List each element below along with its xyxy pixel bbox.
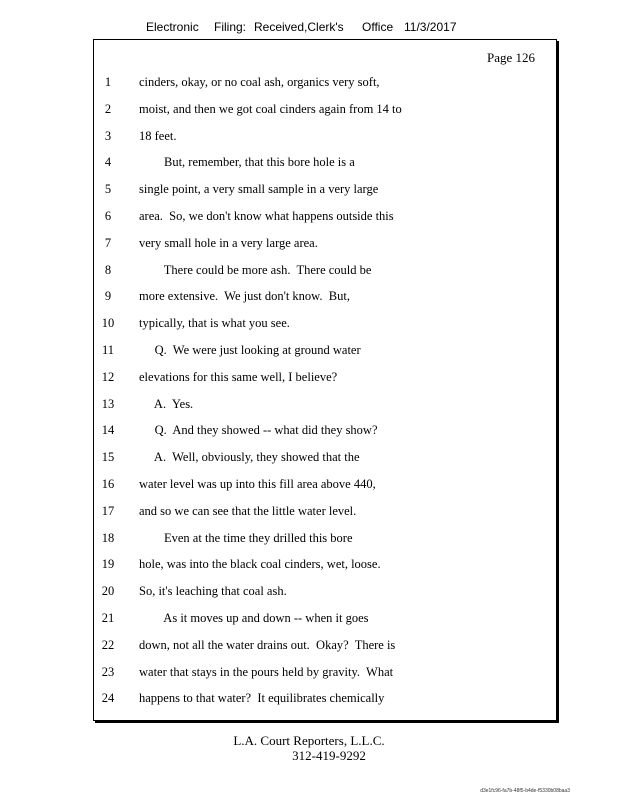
line-text: A. Well, obviously, they showed that the bbox=[139, 450, 360, 465]
footer-phone: 312-419-9292 bbox=[292, 748, 366, 763]
footer-company: L.A. Court Reporters, L.L.C. bbox=[233, 733, 385, 748]
line-text: typically, that is what you see. bbox=[139, 316, 290, 331]
line-number: 4 bbox=[104, 155, 112, 170]
transcript-line bbox=[0, 313, 618, 333]
filing-received: Received,Clerk's bbox=[254, 20, 344, 34]
transcript-line bbox=[0, 72, 618, 92]
line-text: very small hole in a very large area. bbox=[139, 235, 318, 250]
line-text: water that stays in the pours held by gravity. What bbox=[139, 664, 394, 679]
transcript-line bbox=[0, 554, 618, 574]
transcript-line bbox=[0, 260, 618, 280]
line-number: 9 bbox=[104, 289, 112, 304]
line-number: 7 bbox=[104, 235, 112, 250]
line-number: 14 bbox=[101, 423, 115, 438]
transcript-line bbox=[0, 688, 618, 708]
filing-label: Filing: bbox=[214, 20, 247, 34]
line-text: down, not all the water drains out. Okay? There is bbox=[139, 637, 396, 652]
filing-date: 11/3/2017 bbox=[404, 20, 457, 34]
line-number: 3 bbox=[104, 128, 112, 143]
line-number: 12 bbox=[101, 369, 115, 384]
transcript-line bbox=[0, 233, 618, 253]
line-number: 8 bbox=[104, 262, 112, 277]
transcript-line bbox=[0, 394, 618, 414]
line-text: and so we can see that the little water level. bbox=[139, 503, 357, 518]
line-number: 16 bbox=[101, 477, 115, 491]
filing-office: Office bbox=[362, 20, 394, 34]
line-number: 21 bbox=[101, 611, 115, 625]
line-text: So, it's leaching that coal ash. bbox=[139, 584, 287, 599]
transcript-line bbox=[0, 179, 618, 199]
line-number: 17 bbox=[101, 503, 115, 518]
transcript-line bbox=[0, 635, 618, 655]
line-text: Even at the time they drilled this bore bbox=[139, 530, 353, 545]
line-text: hole, was into the black coal cinders, wet, loose. bbox=[139, 557, 381, 572]
line-text: area. So, we don't know what happens outside this bbox=[139, 209, 394, 223]
transcript-line bbox=[0, 474, 618, 494]
line-text: 18 feet. bbox=[139, 128, 177, 143]
document-hash: d3e1fc96-fa7b-48f5-b4de-f5330b08baa3 bbox=[480, 788, 570, 794]
line-number: 5 bbox=[104, 182, 112, 197]
line-number: 10 bbox=[101, 316, 115, 331]
line-number: 19 bbox=[101, 557, 115, 572]
transcript-line bbox=[0, 126, 618, 146]
line-number: 22 bbox=[101, 637, 115, 652]
line-text: There could be more ash. There could be bbox=[139, 262, 372, 277]
line-number: 13 bbox=[101, 396, 115, 411]
line-text: A. Yes. bbox=[139, 396, 194, 411]
line-number: 20 bbox=[101, 584, 115, 599]
line-text: moist, and then we got coal cinders again from 14 to bbox=[139, 101, 402, 116]
transcript-line bbox=[0, 286, 618, 306]
transcript-line bbox=[0, 501, 618, 521]
line-text: water level was up into this fill area above 440, bbox=[139, 477, 376, 491]
transcript-line bbox=[0, 447, 618, 467]
line-text: happens to that water? It equilibrates chemically bbox=[139, 691, 385, 706]
line-text: But, remember, that this bore hole is a bbox=[139, 155, 355, 170]
filing-electronic: Electronic bbox=[146, 20, 199, 34]
transcript-line bbox=[0, 581, 618, 601]
line-number: 23 bbox=[101, 664, 115, 679]
line-text: Q. And they showed -- what did they show? bbox=[139, 423, 378, 438]
line-text: elevations for this same well, I believe? bbox=[139, 369, 338, 384]
transcript-line bbox=[0, 340, 618, 360]
transcript-line bbox=[0, 608, 618, 628]
transcript-line bbox=[0, 420, 618, 440]
transcript-line bbox=[0, 206, 618, 226]
line-text: more extensive. We just don't know. But, bbox=[139, 289, 350, 304]
transcript-line bbox=[0, 99, 618, 119]
page-number: Page 126 bbox=[486, 50, 535, 65]
line-number: 1 bbox=[104, 75, 112, 89]
transcript-line bbox=[0, 367, 618, 387]
line-number: 6 bbox=[104, 209, 112, 223]
line-number: 2 bbox=[104, 101, 112, 116]
line-number: 15 bbox=[101, 450, 115, 465]
line-text: Q. We were just looking at ground water bbox=[139, 343, 361, 357]
footer bbox=[0, 733, 618, 763]
transcript-line bbox=[0, 528, 618, 548]
line-text: As it moves up and down -- when it goes bbox=[139, 611, 369, 625]
line-number: 24 bbox=[101, 691, 115, 706]
transcript-line bbox=[0, 662, 618, 682]
line-number: 18 bbox=[101, 530, 115, 545]
line-number: 11 bbox=[101, 343, 115, 357]
line-text: single point, a very small sample in a very large bbox=[139, 182, 379, 197]
transcript-line bbox=[0, 152, 618, 172]
line-text: cinders, okay, or no coal ash, organics very soft, bbox=[139, 75, 380, 89]
